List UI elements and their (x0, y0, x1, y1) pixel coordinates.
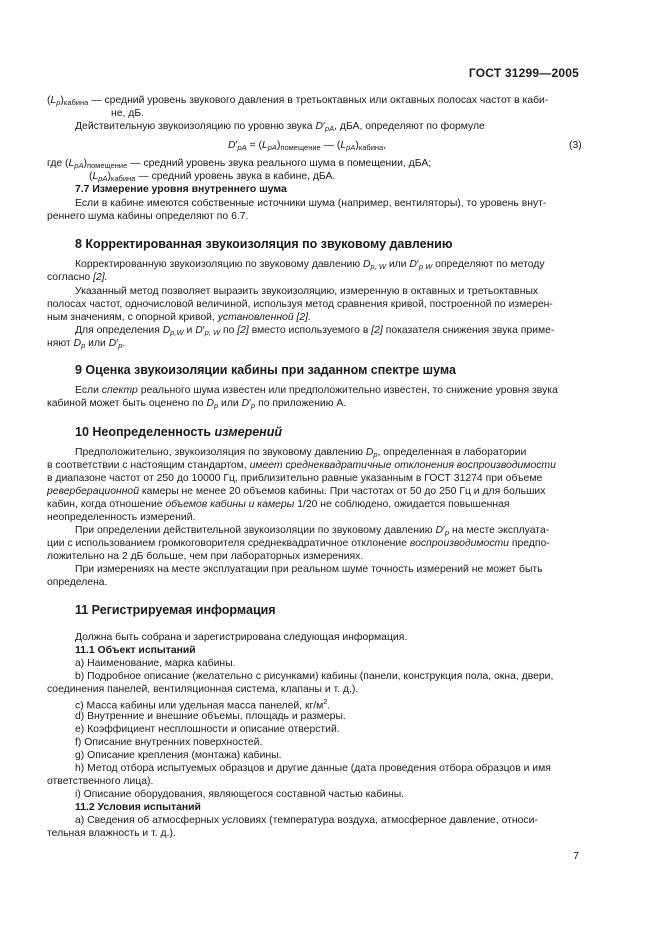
list-item-i: i) Описание оборудования, являющегося составной частью кабины. (75, 789, 405, 800)
where-room: где $(L_{pA})_{помещение}$ — средний уровень звука реального шума в помещении, дБА; (47, 158, 432, 170)
conditions-item-a-line2: тельная влажность и т. д.). (47, 828, 176, 839)
formula-3: $D'_{pA} = (L_{pA})_{помещение}$ — $(L_{pA})_{кабина}$, (228, 140, 387, 152)
section-10-line3: в диапазоне частот от 250 до 10000 Гц, приблизительно равные указанным в ГОСТ 31274 при объеме (47, 473, 543, 484)
list-item-b-line2: соединения панелей, вентиляционная система, клапаны и т. д.). (47, 684, 359, 695)
section-11-2-title: 11.2 Условия испытаний (75, 802, 201, 813)
definition-lp-cabin: $(L_p)_{кабина}$ — средний уровень звукового давления в третьоктавных или октавных полосах частот в каби- (47, 95, 549, 107)
section-7-7-text-2: реннего шума кабины определяют по 6.7. (47, 211, 249, 222)
list-item-c: с) Масса кабины или удельная масса панелей, $кг/м^2$. (75, 699, 331, 712)
list-item-e: е) Коэффициент несплошности и описание отверстий. (75, 724, 340, 735)
section-8-p3-line1: Для определения $D_{p,W}$ и $D'_{p, W}$ по [2] вместо используемого в [2] показателя снижения звука приме- (75, 325, 555, 337)
section-8-p2-line2: полосах частот, одночисловой величиной, используя метод сравнения кривой, построенной по измерен- (47, 299, 553, 310)
section-8-title: 8 Корректированная звукоизоляция по звуковому давлению (75, 237, 453, 251)
section-10-line7: При определении действительной звукоизоляции по звуковому давлению $D'_p$ на месте эксплуата- (75, 525, 550, 537)
section-10-line8: ции с использованием громкоговорителя среднеквадратичное отклонение воспроизводимости предпо- (47, 538, 550, 549)
section-10-line4: реверберационной камеры не менее 20 объемов кабины. При частотах от 50 до 250 Гц и для больших (47, 486, 546, 497)
section-9-line2: кабиной может быть оценено по $D_p$ или $D'_p$ по приложению А. (47, 398, 347, 410)
section-10-line11: определена. (47, 577, 108, 588)
section-9-line1: Если спектр реального шума известен или предположительно известен, то снижение уровня звука (75, 385, 558, 396)
section-10-line9: ложительно на 2 дБ больше, чем при лабораторных измерениях. (47, 551, 364, 562)
formula-number: (3) (569, 140, 582, 151)
section-7-7-title: 7.7 Измерение уровня внутреннего шума (75, 184, 287, 195)
section-10-line6: неопределенность измерений. (47, 512, 196, 523)
section-10-line10: При измерениях на месте эксплуатации при реальном шуме точность измерений не может быть (75, 564, 543, 575)
list-item-h-line2: ответственного лица). (47, 776, 154, 787)
section-8-p1-line2: согласно [2]. (47, 272, 108, 283)
list-item-h-line1: h) Метод отбора испытуемых образцов и другие данные (дата проведения отбора образцов и имя (75, 763, 551, 774)
list-item-d: d) Внутренние и внешние объемы, площадь и размеры. (75, 711, 346, 722)
section-8-p3-line2: няют $D_p$ или $D'_p$. (47, 338, 126, 350)
section-10-line5: кабин, когда отношение объемов кабины и камеры 1/20 не соблюдено, ожидается повышенная (47, 499, 510, 510)
section-10-line1: Предположительно, звукоизоляция по звуковому давлению $D_p$, определенная в лаборатории (75, 447, 527, 459)
page-number: 7 (573, 851, 579, 862)
section-8-p1-line1: Корректированную звукоизоляцию по звуковому давлению $D_{p, W}$ или $D'_{p W}$ определяют по методу (75, 259, 545, 271)
section-11-1-title: 11.1 Объект испытаний (75, 645, 196, 656)
section-10-title: 10 Неопределенность измерений (75, 425, 283, 439)
section-11-intro: Должна быть собрана и зарегистрирована следующая информация. (75, 632, 408, 643)
where-cabin: $(L_{pA})_{кабина}$ — средний уровень звука в кабине, дБА. (89, 171, 336, 183)
formula-intro: Действительную звукоизоляцию по уровню звука $D'_{pA}$, дБА, определяют по формуле (75, 121, 485, 133)
section-7-7-text-1: Если в кабине имеются собственные источники шума (например, вентиляторы), то уровень внут- (75, 198, 547, 209)
list-item-b-line1: b) Подробное описание (желательно с рисунками) кабины (панели, конструкция пола, окна, двери, (75, 671, 554, 682)
definition-lp-cabin-cont: не, дБ. (111, 108, 145, 119)
section-8-p2-line3: ным значениям, с опорной кривой, установленной [2]. (47, 312, 311, 323)
section-8-p2-line1: Указанный метод позволяет выразить звукоизоляцию, измеренную в октавных и третьоктавных (75, 286, 539, 297)
section-9-title: 9 Оценка звукоизоляции кабины при заданном спектре шума (75, 363, 456, 377)
conditions-item-a-line1: а) Сведения об атмосферных условиях (температура воздуха, атмосферное давление, относи- (75, 815, 538, 826)
list-item-a: а) Наименование, марка кабины. (75, 658, 236, 669)
section-10-line2: в соответствии с настоящим стандартом, имеет среднеквадратичные отклонения воспроизводимости (47, 460, 556, 471)
section-11-title: 11 Регистрируемая информация (75, 603, 276, 617)
list-item-f: f) Описание внутренних поверхностей. (75, 737, 263, 748)
list-item-g: g) Описание крепления (монтажа) кабины. (75, 750, 282, 761)
page-header-code: ГОСТ 31299—2005 (468, 66, 579, 80)
